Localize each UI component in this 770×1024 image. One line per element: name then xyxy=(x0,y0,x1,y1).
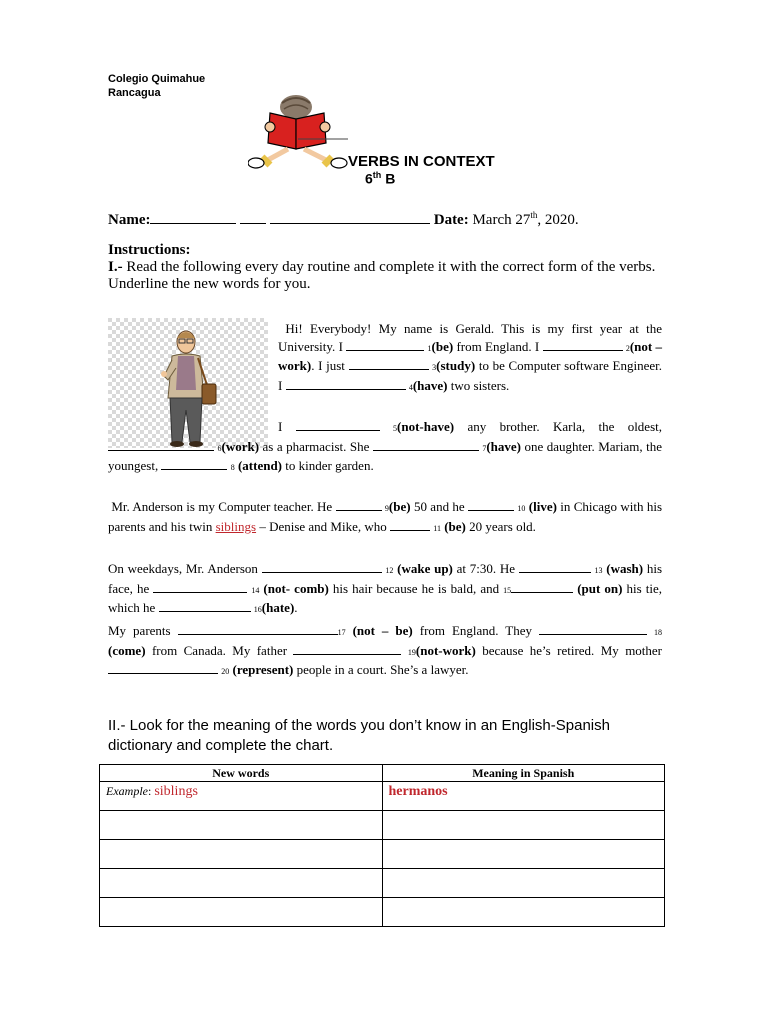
blank-10[interactable] xyxy=(468,499,514,511)
grade-label: 6th B xyxy=(365,170,396,187)
table-row[interactable] xyxy=(100,898,665,927)
blank-4[interactable] xyxy=(286,378,406,390)
blank-14[interactable] xyxy=(153,581,247,593)
example-meaning-cell xyxy=(382,782,665,811)
exercise-paragraph-2: I 5(not-have) any brother. Karla, the oldest, 6(work) as a pharmacist. She 7(have) one daughter. Mariam, the youngest, 8 (attend) to kinder garden. xyxy=(108,419,662,473)
siblings-link[interactable]: siblings xyxy=(215,518,257,534)
blank-11[interactable] xyxy=(390,519,430,531)
blank-8[interactable] xyxy=(161,458,227,470)
blank-13[interactable] xyxy=(519,561,591,573)
example-meaning: hermanos xyxy=(388,784,448,799)
table-row[interactable] xyxy=(100,811,665,840)
exercise-paragraph-3: Mr. Anderson is my Computer teacher. He 9(be) 50 and he 10 (live) in Chicago with his parents and his twin siblings – Denise and Mike, who 11 (be) 20 years old. xyxy=(108,499,663,534)
example-word-cell: Example: siblings xyxy=(100,782,383,811)
col-new-words: New words xyxy=(100,765,383,782)
meaning-cell[interactable] xyxy=(382,898,665,927)
school-name xyxy=(108,72,205,100)
instructions-text: I.- Read the following every day routine and complete it with the correct form of the verbs. Underline the new words for you. xyxy=(108,259,656,292)
blank-16[interactable] xyxy=(159,600,251,612)
blank-12[interactable] xyxy=(262,561,382,573)
blank-2[interactable] xyxy=(543,339,623,351)
example-word: siblings xyxy=(154,784,198,799)
blank-3[interactable] xyxy=(349,358,429,370)
blank-19[interactable] xyxy=(293,643,401,655)
blank-6[interactable] xyxy=(108,439,214,451)
school-line-2: Rancagua xyxy=(108,87,161,99)
word-cell[interactable] xyxy=(100,811,383,840)
child-reading-book-icon xyxy=(248,93,348,173)
name-field-2[interactable] xyxy=(240,209,266,224)
exercise-paragraph-4: On weekdays, Mr. Anderson 12 (wake up) at 7:30. He 13 (wash) his face, he 14 (not- comb) his hair because he is bald, and 15 (put on) his tie, which he 16(hate). xyxy=(108,561,663,615)
instructions-heading: Instructions: xyxy=(108,242,191,258)
blank-18[interactable] xyxy=(539,623,647,635)
name-field[interactable] xyxy=(150,209,236,224)
exercise-paragraph-5: My parents 17 (not – be) from England. They 18 (come) from Canada. My father 19(not-work) because he’s retired. My mother 20 (represent) people in a court. She’s a lawyer. xyxy=(108,623,663,677)
worksheet-title: VERBS IN CONTEXT xyxy=(348,153,495,170)
table-row[interactable] xyxy=(100,840,665,869)
exercise-paragraph-1: Hi! Everybody! My name is Gerald. This is my first year at the University. I 1(be) from England. I 2(not – work). I just 3(study) to be Computer software Engineer. I 4(have) two sisters. xyxy=(278,321,663,393)
table-row[interactable] xyxy=(100,869,665,898)
blank-20[interactable] xyxy=(108,662,218,674)
col-meaning-spanish: Meaning in Spanish xyxy=(382,765,665,782)
name-label: Name: xyxy=(108,212,151,228)
section-2-instructions: II.- Look for the meaning of the words you don’t know in an English-Spanish dictionary and complete the chart. xyxy=(108,717,610,754)
blank-17[interactable] xyxy=(178,623,338,635)
date-label: Date: xyxy=(433,212,469,228)
blank-7[interactable] xyxy=(373,439,479,451)
name-field-3[interactable] xyxy=(270,209,430,224)
word-cell[interactable] xyxy=(100,898,383,927)
blank-15[interactable] xyxy=(511,581,573,593)
name-date-row xyxy=(108,209,668,229)
blank-5[interactable] xyxy=(296,419,380,431)
meaning-cell[interactable] xyxy=(382,811,665,840)
vocabulary-chart xyxy=(99,764,665,927)
meaning-cell[interactable] xyxy=(382,869,665,898)
chart-header-row xyxy=(100,765,665,782)
word-cell[interactable] xyxy=(100,840,383,869)
blank-9[interactable] xyxy=(336,499,382,511)
meaning-cell[interactable] xyxy=(382,840,665,869)
date-value: March 27th, 2020. xyxy=(472,210,579,228)
blank-1[interactable] xyxy=(346,339,424,351)
word-cell[interactable] xyxy=(100,869,383,898)
school-line-1: Colegio Quimahue xyxy=(108,73,206,85)
table-row xyxy=(100,782,665,811)
